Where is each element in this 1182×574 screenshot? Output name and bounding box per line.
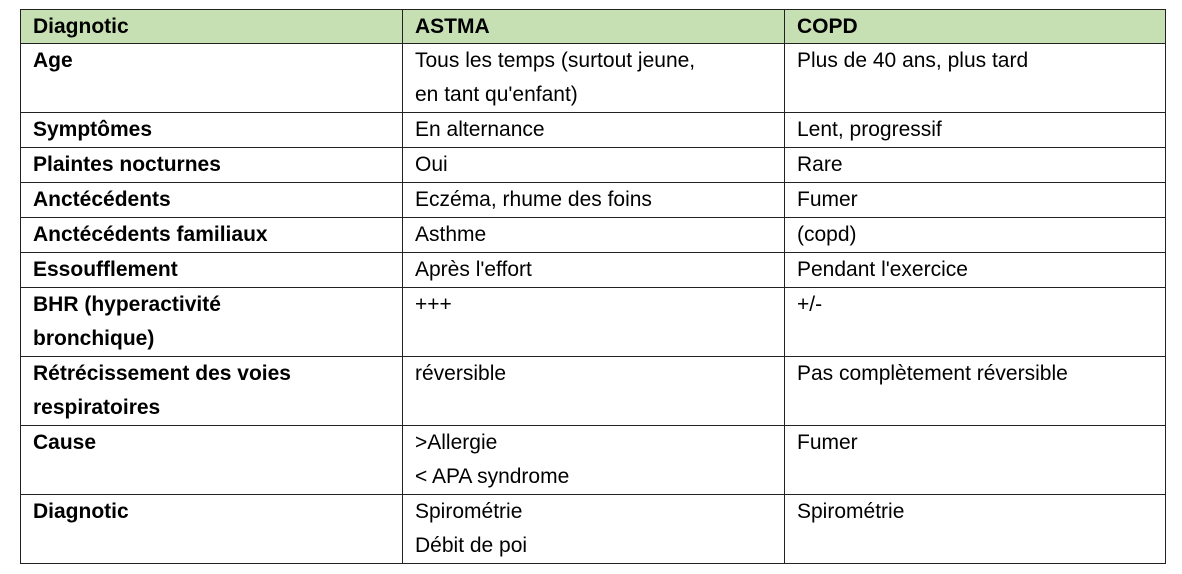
table-row (21, 357, 1166, 426)
table-row (21, 113, 1166, 148)
copd-text: +/- (797, 293, 823, 316)
copd-cell (785, 495, 1166, 564)
astma-text: < APA syndrome (415, 465, 570, 488)
row-label-plaintes-nocturnes: Plaintes nocturnes (21, 148, 403, 183)
astma-cell (403, 426, 785, 495)
table-row (21, 495, 1166, 564)
table-row (21, 183, 1166, 218)
label-line: respiratoires (33, 396, 161, 419)
copd-text: Fumer (797, 188, 858, 211)
label-line: Rétrécissement des voies (33, 362, 291, 385)
copd-cell (785, 288, 1166, 357)
astma-text: En alternance (415, 118, 545, 141)
copd-text: (copd) (797, 223, 857, 246)
astma-text: Eczéma, rhume des foins (415, 188, 652, 211)
astma-cell (403, 148, 785, 183)
copd-cell (785, 113, 1166, 148)
table-row (21, 426, 1166, 495)
astma-text: Tous les temps (surtout jeune, (415, 49, 696, 72)
row-label-age: Age (21, 44, 403, 113)
row-label-retrecissement (21, 357, 403, 426)
copd-cell (785, 253, 1166, 288)
copd-text: Pendant l'exercice (797, 258, 968, 281)
astma-cell (403, 357, 785, 426)
astma-text: Oui (415, 153, 448, 176)
copd-cell (785, 148, 1166, 183)
astma-text: Asthme (415, 223, 487, 246)
copd-cell (785, 426, 1166, 495)
label-line: BHR (hyperactivité (33, 293, 221, 316)
row-label-cause: Cause (21, 426, 403, 495)
copd-cell (785, 218, 1166, 253)
astma-text: >Allergie (415, 431, 498, 454)
astma-cell (403, 495, 785, 564)
table-row (21, 253, 1166, 288)
copd-text: Lent, progressif (797, 118, 942, 141)
astma-cell (403, 113, 785, 148)
row-label-antecedents: Anctécédents (21, 183, 403, 218)
astma-text: Spirométrie (415, 500, 523, 523)
row-label-bhr (21, 288, 403, 357)
copd-cell (785, 44, 1166, 113)
row-label-diagnotic: Diagnotic (21, 495, 403, 564)
copd-text: Pas complètement réversible (797, 362, 1068, 385)
astma-cell (403, 218, 785, 253)
astma-cell (403, 253, 785, 288)
astma-cell (403, 288, 785, 357)
row-label-symptomes: Symptômes (21, 113, 403, 148)
astma-cell (403, 183, 785, 218)
astma-text: +++ (415, 293, 452, 316)
astma-text: en tant qu'enfant) (415, 83, 578, 106)
copd-text: Fumer (797, 431, 858, 454)
copd-text: Spirométrie (797, 500, 905, 523)
table-row (21, 44, 1166, 113)
row-label-essoufflement: Essoufflement (21, 253, 403, 288)
copd-text: Rare (797, 153, 843, 176)
row-label-antecedents-familiaux: Anctécédents familiaux (21, 218, 403, 253)
table-row (21, 218, 1166, 253)
astma-text: Débit de poi (415, 534, 528, 557)
astma-text: réversible (415, 362, 507, 385)
header-astma: ASTMA (403, 10, 785, 44)
comparison-table (20, 9, 1166, 564)
header-row (21, 10, 1166, 44)
table-row (21, 148, 1166, 183)
header-copd: COPD (785, 10, 1166, 44)
header-diagnotic: Diagnotic (21, 10, 403, 44)
table-row (21, 288, 1166, 357)
copd-cell (785, 183, 1166, 218)
copd-cell (785, 357, 1166, 426)
label-line: bronchique) (33, 327, 155, 350)
copd-text: Plus de 40 ans, plus tard (797, 49, 1029, 72)
astma-text: Après l'effort (415, 258, 532, 281)
astma-cell (403, 44, 785, 113)
